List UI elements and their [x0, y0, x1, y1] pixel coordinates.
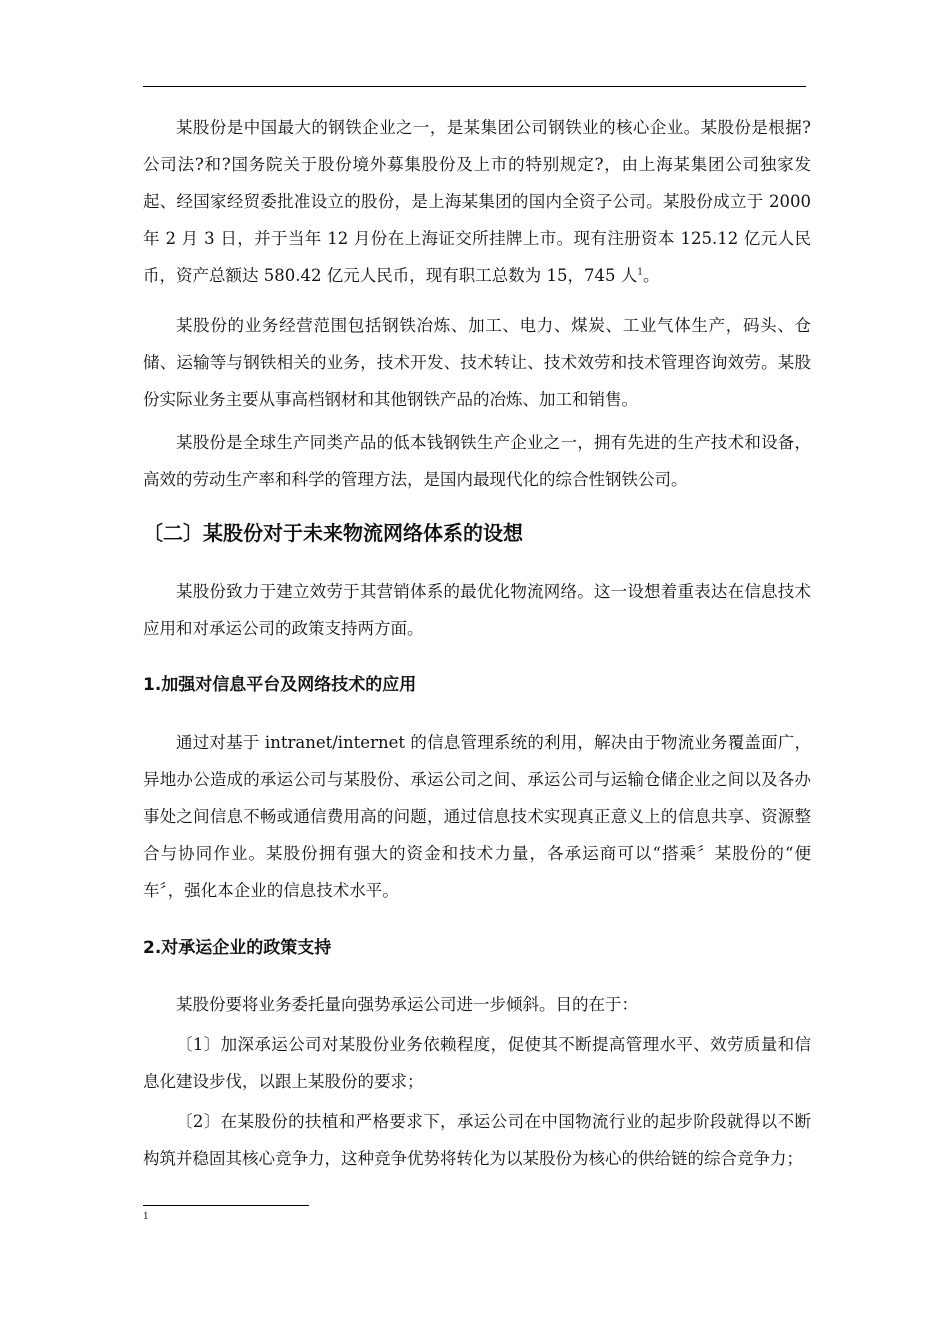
paragraph-company-intro-text: 某股份是中国最大的钢铁企业之一，是某集团公司钢铁业的核心企业。某股份是根据?公司法?和?国务院关于股份境外募集股份及上市的特别规定?，由上海某集团公司独家发起、经国家经贸委批准设立的股份，是上海某集团的国内全资子公司。某股份成立于 2000 年 2 月 3 日，并于当年 12 月份在上海证交所挂牌上市。现有注册资本 125.12 亿元人民币，资产总额达 580.42 亿元人民币，现有职工总数为 15，745 人	[143, 118, 811, 285]
paragraph-info-platform: 通过对基于 intranet/internet 的信息管理系统的利用，解决由于物流业务覆盖面广，异地办公造成的承运公司与某股份、承运公司之间、承运公司与运输仓储企业之间以及各办事处之间信息不畅或通信费用高的问题，通过信息技术实现真正意义上的信息共享、资源整合与协同作业。某股份拥有强大的资金和技术力量，各承运商可以“搭乘〞某股份的“便车〞，强化本企业的信息技术水平。	[143, 733, 811, 900]
footnote-mark: 1	[143, 1212, 149, 1222]
list-item-2: 〔2〕在某股份的扶植和严格要求下，承运公司在中国物流行业的起步阶段就得以不断构筑并稳固其核心竞争力，这种竞争优势将转化为以某股份为核心的供给链的综合竞争力；	[143, 1112, 811, 1168]
paragraph-carrier-policy-intro: 某股份要将业务委托量向强势承运公司进一步倾斜。目的在于：	[176, 995, 638, 1014]
header-rule	[143, 86, 806, 87]
paragraph-company-intro-end: 。	[642, 266, 660, 285]
list-item-1: 〔1〕加深承运公司对某股份业务依赖程度，促使其不断提高管理水平、效劳质量和信息化建设步伐，以跟上某股份的要求；	[143, 1035, 811, 1091]
subheading-info-platform: 1.加强对信息平台及网络技术的应用	[143, 675, 417, 695]
paragraph-vision-summary: 某股份致力于建立效劳于其营销体系的最优化物流网络。这一设想着重表达在信息技术应用和对承运公司的政策支持两方面。	[143, 582, 811, 638]
section-heading-logistics-vision: 〔二〕某股份对于未来物流网络体系的设想	[143, 521, 523, 545]
paragraph-company-position: 某股份是全球生产同类产品的低本钱钢铁生产企业之一，拥有先进的生产技术和设备，高效的劳动生产率和科学的管理方法，是国内最现代化的综合性钢铁公司。	[143, 433, 811, 489]
paragraph-business-scope: 某股份的业务经营范围包括钢铁冶炼、加工、电力、煤炭、工业气体生产，码头、仓储、运输等与钢铁相关的业务，技术开发、技术转让、技术效劳和技术管理咨询效劳。某股份实际业务主要从事高档钢材和其他钢铁产品的冶炼、加工和销售。	[143, 316, 811, 409]
subheading-carrier-policy: 2.对承运企业的政策支持	[143, 938, 332, 958]
footnote-reference[interactable]: 1	[637, 267, 643, 278]
paragraph-company-intro	[143, 109, 811, 294]
footnote-separator	[143, 1205, 309, 1206]
